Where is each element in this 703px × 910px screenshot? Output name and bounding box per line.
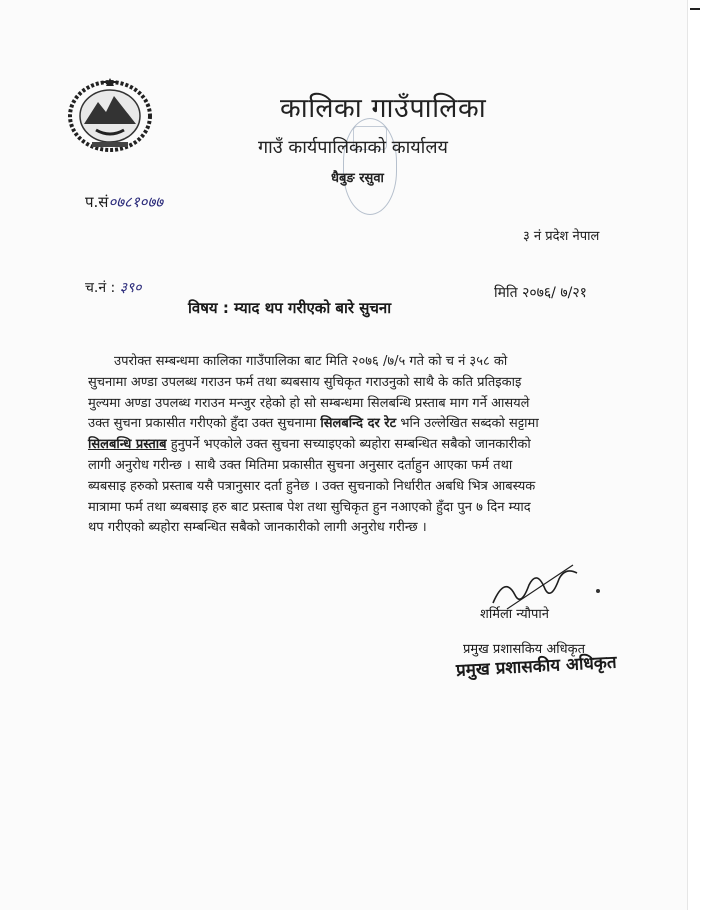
subject-line <box>188 298 391 318</box>
subject-text: म्याद थप गरीएको बारे सुचना <box>234 299 392 317</box>
body-line-4-bold: सिलबन्दि दर रेट <box>320 416 397 432</box>
letter-date <box>494 283 587 302</box>
chalani-value: ३९० <box>119 280 142 296</box>
body-line-9: थप गरीएको ब्यहोरा सम्बन्धित सबैको जानकारीको लागी अनुरोध गरीन्छ । <box>88 520 427 536</box>
signature-dot <box>596 589 600 593</box>
office-title: कालिका गाउँपालिका <box>280 93 487 124</box>
patra-sankhya-label: प.सं <box>85 193 109 211</box>
chalani-label: च.नं : <box>85 280 116 296</box>
date-label: मिति <box>494 285 518 301</box>
signatory-designation: प्रमुख प्रशासकिय अधिकृत <box>463 642 586 657</box>
office-subtitle: गाउँ कार्यपालिकाको कार्यालय <box>258 137 448 158</box>
subject-label: विषय : <box>188 299 229 317</box>
designation-stamp: प्रमुख प्रशासकीय अधिकृत <box>455 652 618 681</box>
patra-sankhya <box>85 192 163 212</box>
body-line-3: मुल्यमा अण्डा उपलब्ध गराउन मन्जुर रहेको हो सो सम्बन्धमा सिलबन्धि प्रस्ताब माग गर्ने आसयले <box>88 395 530 411</box>
signatory-name: शर्मिला न्यौपाने <box>480 607 550 622</box>
body-line-5 <box>88 435 616 456</box>
letter-body <box>88 352 616 539</box>
body-line-4-a: उक्त सुचना प्रकासीत गरीएको हुँदा उक्त सुचनामा <box>88 416 317 432</box>
edge-mark <box>690 8 700 10</box>
office-location: धैबुङ रसुवा <box>331 171 384 186</box>
body-line-7: ब्यबसाइ हरुको प्रस्ताब यसै पत्रानुसार दर्ता हुनेछ । उक्त सुचनाको निर्धारीत अबधि भित्र आबस्यक <box>88 478 536 494</box>
body-line-2: सुचनामा अण्डा उपलब्ध गराउन फर्म तथा ब्यबसाय सुचिकृत गराउनुको साथै के कति प्रतिइकाइ <box>88 374 522 390</box>
body-line-5-b: हुनुपर्ने भएकोले उक्त सुचना सच्याइएको ब्यहोरा सम्बन्धित सबैको जानकारीको <box>170 437 531 453</box>
body-line-6: लागी अनुरोध गरीन्छ । साथै उक्त मितिमा प्रकासीत सुचना अनुसार दर्ताहुन आएका फर्म तथा <box>88 457 513 473</box>
scan-edge <box>687 0 703 910</box>
patra-sankhya-value: ०७८१०७७ <box>108 193 164 211</box>
nepal-government-emblem-icon <box>66 72 154 152</box>
chalani-number <box>85 278 142 297</box>
body-line-4-c: भनि उल्लेखित सब्दको सट्टामा <box>400 416 539 432</box>
body-line-8: मात्रामा फर्म तथा ब्यबसाइ हरु बाट प्रस्ताब पेश तथा सुचिकृत हुन नआएको हुँदा पुन ७ दिन म्याद <box>88 499 531 515</box>
body-line-5-bold: सिलबन्धि प्रस्ताब <box>88 437 167 453</box>
province-line: ३ नं प्रदेश नेपाल <box>523 229 600 244</box>
date-value: २०७६/ ७/२१ <box>522 285 587 301</box>
body-line-1: उपरोक्त सम्बन्धमा कालिका गाउँपालिका बाट मिति २०७६ /७/५ गते को च नं ३५८ को <box>114 354 508 369</box>
body-line-4 <box>88 414 616 435</box>
